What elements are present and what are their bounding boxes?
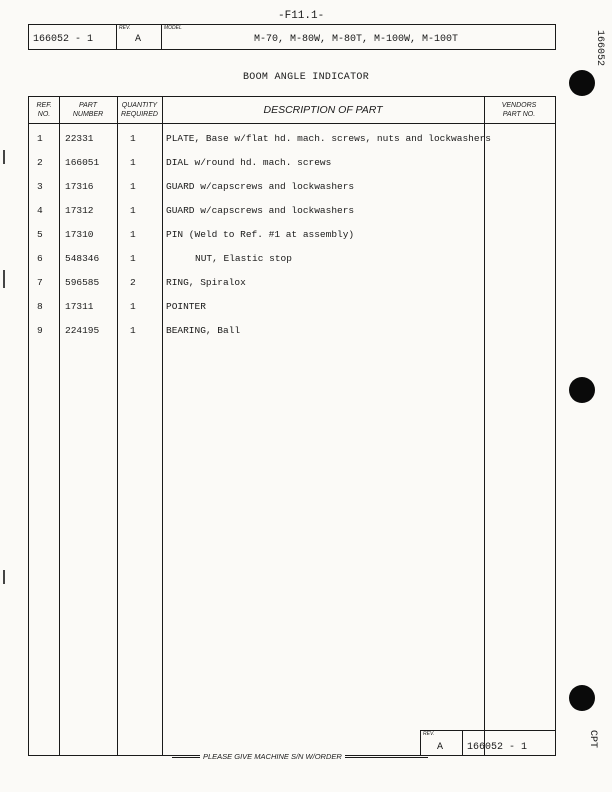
col-header-part-line1: PART (78, 102, 98, 109)
header-divider (29, 123, 555, 124)
description: DIAL w/round hd. mach. screws (166, 157, 332, 168)
description: PLATE, Base w/flat hd. mach. screws, nuts and lockwashers (166, 133, 491, 144)
quantity: 1 (130, 157, 136, 168)
table-row (29, 229, 555, 253)
description: NUT, Elastic stop (195, 253, 292, 264)
quantity: 1 (130, 205, 136, 216)
description: PIN (Weld to Ref. #1 at assembly) (166, 229, 355, 240)
part-number: 17311 (65, 301, 94, 312)
table-row (29, 301, 555, 325)
footer-rev-value: A (437, 742, 444, 753)
footer-doc-number: 166052 - 1 (467, 742, 528, 753)
header-doc-number: 166052 - 1 (33, 34, 94, 45)
footer-doc-cell (463, 731, 556, 756)
table-row (29, 253, 555, 277)
header-model-label: MODEL (164, 25, 182, 31)
table-row (29, 205, 555, 229)
description: POINTER (166, 301, 206, 312)
description: GUARD w/capscrews and lockwashers (166, 181, 355, 192)
part-number: 17316 (65, 181, 94, 192)
binder-hole (569, 70, 595, 96)
margin-doc-number: 166052 (594, 30, 605, 67)
quantity: 1 (130, 229, 136, 240)
ref-no: 4 (37, 205, 43, 216)
part-number: 596585 (65, 277, 100, 288)
footer-note: PLEASE GIVE MACHINE S/N W/ORDER (200, 752, 345, 761)
quantity: 1 (130, 181, 136, 192)
scan-mark (3, 270, 5, 288)
part-number: 22331 (65, 133, 94, 144)
col-header-qty (117, 97, 162, 123)
header-model-value: M-70, M-80W, M-80T, M-100W, M-100T (254, 34, 459, 45)
col-header-ref-line2: NO. (37, 111, 51, 118)
col-header-qty-line1: QUANTITY (121, 102, 158, 109)
col-header-ref (29, 97, 59, 123)
ref-no: 5 (37, 229, 43, 240)
col-header-part-line2: NUMBER (72, 111, 104, 118)
quantity: 1 (130, 325, 136, 336)
ref-no: 6 (37, 253, 43, 264)
ref-no: 1 (37, 133, 43, 144)
ref-no: 9 (37, 325, 43, 336)
header-rev-value: A (135, 34, 142, 45)
col-header-description-text: DESCRIPTION OF PART (263, 103, 383, 116)
description: GUARD w/capscrews and lockwashers (166, 205, 355, 216)
ref-no: 8 (37, 301, 43, 312)
section-title: BOOM ANGLE INDICATOR (242, 72, 370, 83)
quantity: 1 (130, 133, 136, 144)
table-row (29, 133, 555, 157)
col-header-description (162, 97, 484, 123)
part-number: 548346 (65, 253, 100, 264)
binder-hole (569, 377, 595, 403)
header-doc-cell (29, 25, 117, 49)
footer-rev-cell (421, 731, 463, 756)
footer-rev-label: REV. (423, 731, 435, 737)
col-header-vendor-line1: VENDORS (501, 102, 537, 109)
header-rev-label: REV. (119, 25, 131, 31)
ref-no: 7 (37, 277, 43, 288)
col-header-vendor-line2: PART NO. (502, 111, 536, 118)
table-row (29, 181, 555, 205)
header-model-cell (162, 25, 555, 49)
ref-no: 2 (37, 157, 43, 168)
description: BEARING, Ball (166, 325, 241, 336)
quantity: 2 (130, 277, 136, 288)
margin-code: CPT (587, 730, 598, 749)
quantity: 1 (130, 301, 136, 312)
part-number: 17312 (65, 205, 94, 216)
binder-hole (569, 685, 595, 711)
part-number: 224195 (65, 325, 100, 336)
ref-no: 3 (37, 181, 43, 192)
col-header-vendor (484, 97, 554, 123)
description: RING, Spiralox (166, 277, 246, 288)
col-header-part (59, 97, 117, 123)
col-header-qty-line2: REQUIRED (121, 111, 158, 118)
part-number: 166051 (65, 157, 100, 168)
quantity: 1 (130, 253, 136, 264)
part-number: 17310 (65, 229, 94, 240)
scan-mark (3, 150, 5, 164)
table-row (29, 325, 555, 349)
header-rev-cell (117, 25, 162, 49)
footer-box (420, 730, 556, 756)
table-row (29, 277, 555, 301)
header-box (28, 24, 556, 50)
col-header-ref-line1: REF. (36, 102, 52, 109)
table-row (29, 157, 555, 181)
parts-table (28, 96, 556, 756)
scan-mark (3, 570, 5, 584)
page-number: -F11.1- (278, 10, 325, 22)
